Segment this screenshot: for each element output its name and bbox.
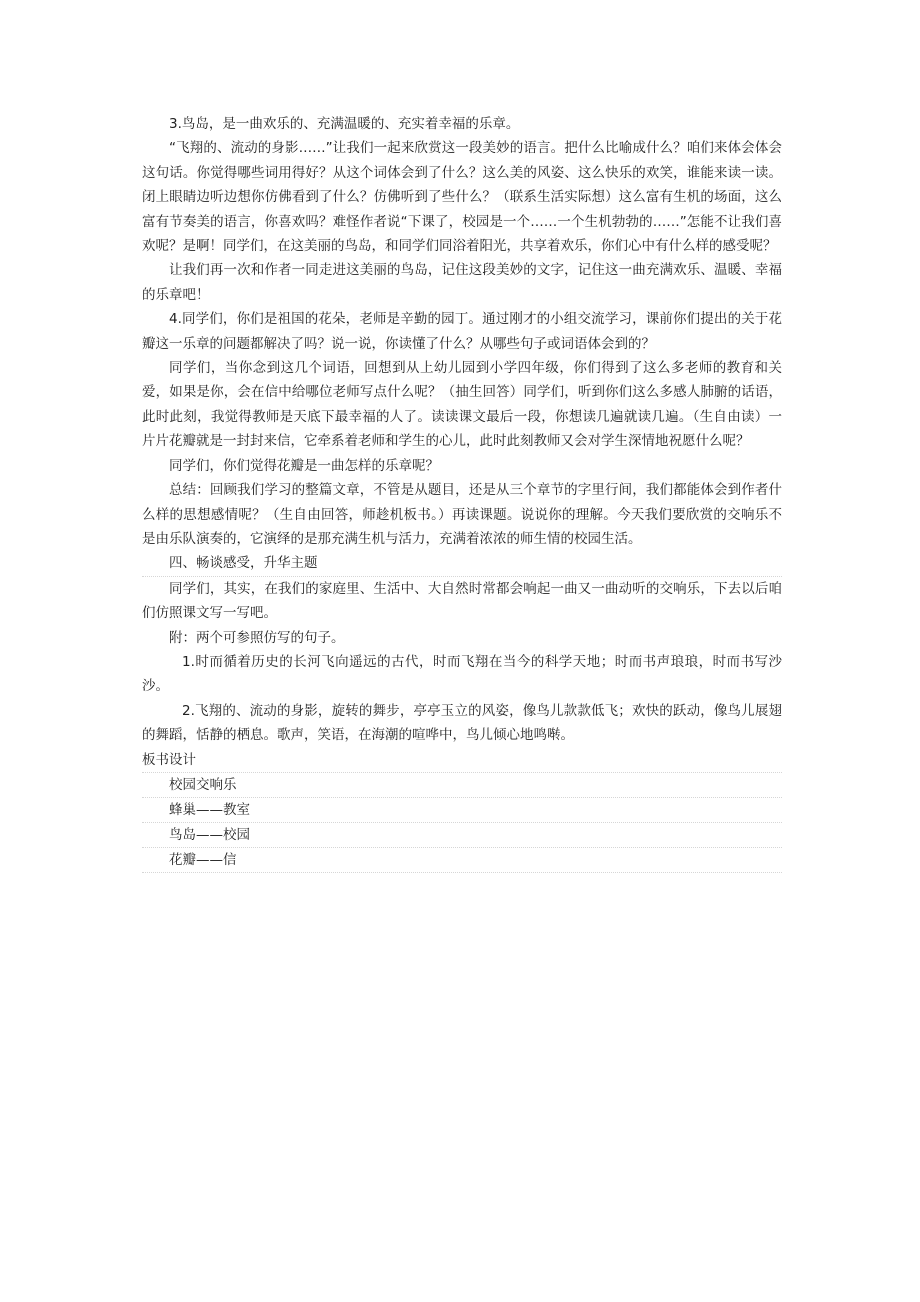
blackboard-design [142,748,782,873]
paragraph-9: 附：两个可参照仿写的句子。 [169,629,345,646]
example-sentence-2: 2.飞翔的、流动的身影，旋转的舞步，亭亭玉立的风姿，像鸟儿款款低飞；欢快的跃动，像鸟儿展翅的舞蹈，恬静的栖息。歌声，笑语，在海潮的喧哗中，鸟儿倾心地鸣啭。 [142,702,782,744]
board-line-1: 校园交响乐 [142,773,782,798]
paragraph-8: 同学们，其实，在我们的家庭里、生活中、大自然时常都会响起一曲又一曲动听的交响乐，下去以后咱们仿照课文写一写吧。 [142,580,782,622]
board-line-4: 花瓣——信 [142,848,782,873]
paragraph-3: 让我们再一次和作者一同走进这美丽的鸟岛，记住这段美妙的文字，记住这一曲充满欢乐、温暖、幸福的乐章吧！ [142,262,782,303]
paragraph-7: 总结：回顾我们学习的整篇文章，不管是从题目，还是从三个章节的字里行间，我们都能体会到作者什么样的思想感情呢？（生自由回答，师趁机板书。）再读课题。说说你的理解。今天我们要欣赏的交响乐不是由乐队演奏的，它演绎的是那充满生机与活力，充满着浓浓的师生情的校园生活。 [142,482,782,547]
board-line-2: 蜂巢——教室 [142,798,782,823]
board-title: 板书设计 [142,748,782,773]
paragraph-2: “飞翔的、流动的身影……”让我们一起来欣赏这一段美妙的语言。把什么比喻成什么？咱们来体会体会这句话。你觉得哪些词用得好？从这个词体会到了什么？这么美的风姿、这么快乐的欢笑，谁能来读一读。闭上眼睛边听边想你仿佛看到了什么？仿佛听到了些什么？（联系生活实际想）这么富有生机的场面，这么富有节奏美的语言，你喜欢吗？难怪作者说“下课了，校园是一个……一个生机勃勃的……”怎能不让我们喜欢呢？是啊！同学们，在这美丽的鸟岛，和同学们同浴着阳光，共享着欢乐，你们心中有什么样的感受呢？ [142,140,782,255]
document-page [142,112,782,873]
paragraph-6: 同学们，你们觉得花瓣是一曲怎样的乐章呢？ [169,457,439,474]
board-line-3: 鸟岛——校园 [142,823,782,848]
section-heading: 四、畅谈感受，升华主题 [142,551,782,576]
paragraph-4: 4.同学们，你们是祖国的花朵，老师是辛勤的园丁。通过刚才的小组交流学习，课前你们提出的关于花瓣这一乐章的问题都解决了吗？说一说，你读懂了什么？从哪些句子或词语体会到的？ [142,311,782,352]
paragraph-5: 同学们，当你念到这几个词语，回想到从上幼儿园到小学四年级，你们得到了这么多老师的教育和关爱，如果是你，会在信中给哪位老师写点什么呢？（抽生回答）同学们，听到你们这么多感人肺腑的话语，此时此刻，我觉得教师是天底下最幸福的人了。读读课文最后一段，你想读几遍就读几遍。（生自由读）一片片花瓣就是一封封来信，它牵系着老师和学生的心儿，此时此刻教师又会对学生深情地祝愿什么呢？ [142,360,782,450]
paragraph-1: 3.鸟岛，是一曲欢乐的、充满温暖的、充实着幸福的乐章。 [169,116,520,132]
example-sentence-1: 1.时而循着历史的长河飞向遥远的古代，时而飞翔在当今的科学天地；时而书声琅琅，时而书写沙沙。 [142,653,782,695]
